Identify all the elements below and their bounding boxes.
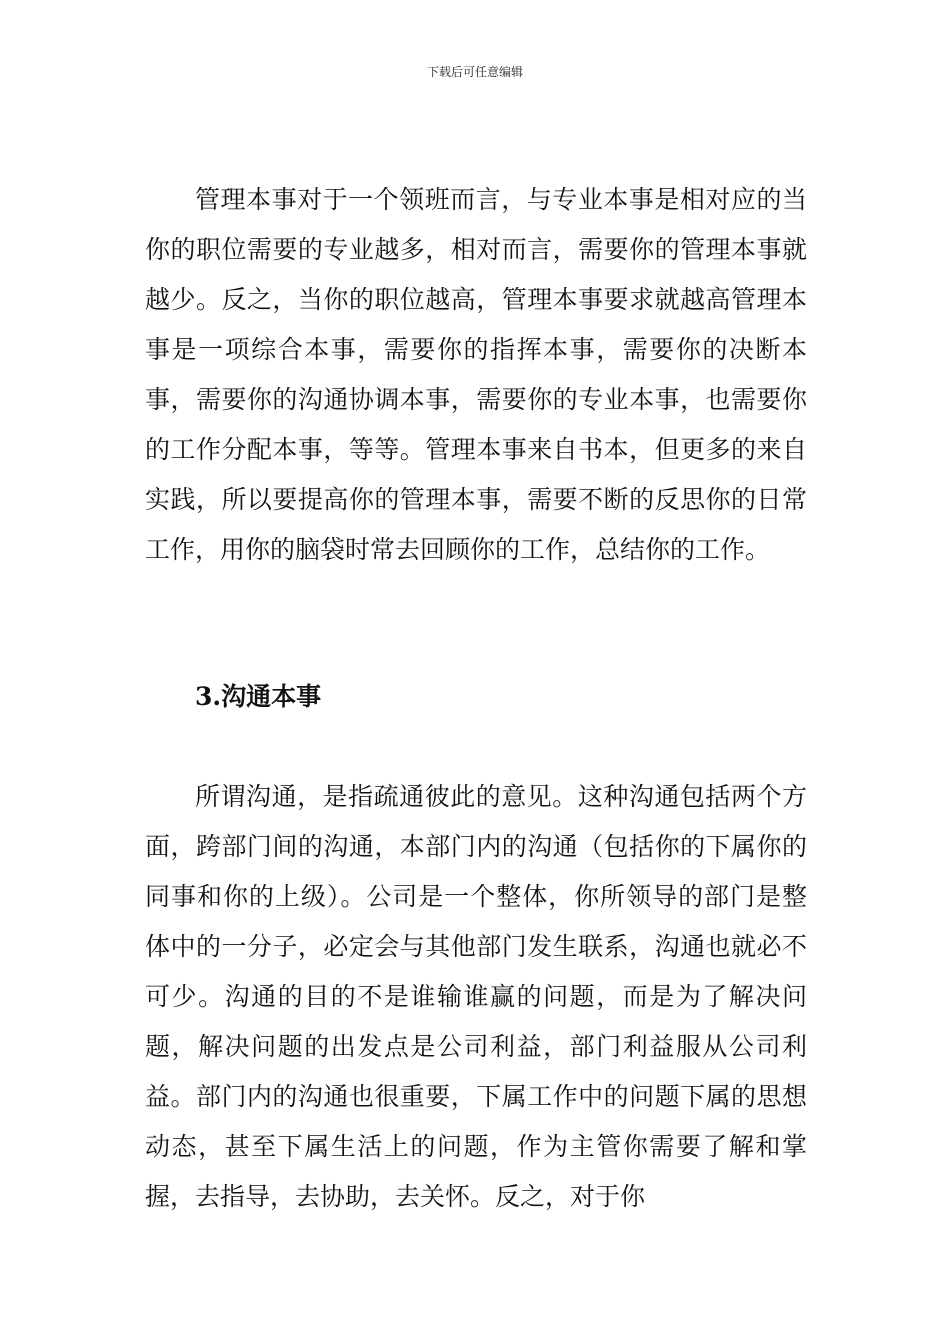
page-header-note: 下载后可任意编辑 bbox=[426, 65, 523, 79]
paragraph-communication: 所谓沟通，是指疏通彼此的意见。这种沟通包括两个方面，跨部门间的沟通，本部门内的沟通（包括你的下属你的同事和你的上级）。公司是一个整体，你所领导的部门是整体中的一分子，必定会与其他部门发生联系，沟通也就必不可少。沟通的目的不是谁输谁赢的问题，而是为了解决问题，解决问题的出发点是公司利益，部门利益服从公司利益。部门内的沟通也很重要，下属工作中的问题下属的思想动态，甚至下属生活上的问题，作为主管你需要了解和掌握，去指导，去协助，去关怀。反之，对于你 bbox=[145, 782, 807, 1211]
section-heading-communication: 3.沟通本事 bbox=[195, 682, 322, 711]
paragraph-management-skill: 管理本事对于一个领班而言，与专业本事是相对应的当你的职位需要的专业越多，相对而言，需要你的管理本事就越少。反之，当你的职位越高，管理本事要求就越高管理本事是一项综合本事，需要你的指挥本事，需要你的决断本事，需要你的沟通协调本事，需要你的专业本事，也需要你的工作分配本事，等等。管理本事来自书本，但更多的来自实践，所以要提高你的管理本事，需要不断的反思你的日常工作，用你的脑袋时常去回顾你的工作，总结你的工作。 bbox=[145, 185, 807, 564]
